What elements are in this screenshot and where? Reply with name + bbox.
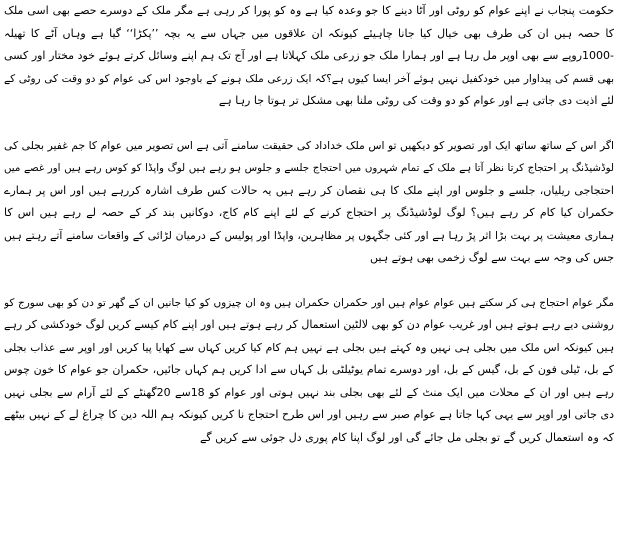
text-line: حکومت پنجاب نے اپنے عوام کو روٹی اور آٹا دینے کا جو وعدہ کیا ہے وہ کو پورا کر رہی ہے مگر ملک کے دوسرے حصے بھی اسی ملک (4, 4, 614, 17)
text-line: احتجاجی ریلیاں، جلسے و جلوس اور اپنے ملک کا ہی نقصان کر رہے ہیں یہ حالات کس طرف اشارہ کررہے ہیں اور اس پر ہمارے (4, 183, 614, 197)
paragraph-flour-promise (4, 0, 614, 113)
text-line: روشنی دیے رہے ہوتے ہیں اور غریب عوام دن کو بھی لالٹین استعمال کر رہے ہوتے ہیں اور اپنے کام کیسے کریں لوگ خودکشی کر رہے (4, 318, 614, 331)
paragraph-loadshedding-protest (4, 135, 614, 270)
text-line: اگر اس کے ساتھ ساتھ ایک اور تصویر کو دیکھیں تو اس ملک خداداد کی حقیقت سامنے آتی ہے اس تصویر میں عوام کا جم غفیر بجلی کی (4, 138, 614, 152)
text-line: رہے ہیں اور ان کے محلات میں ایک منٹ کے لئے بھی بجلی بند نہیں ہوتی اور عوام کو 18سے 20گھنٹے کے لئے آرام سے بجلی نہیں (4, 385, 614, 399)
text-line: جس کی وجہ سے بہت سے لوگ زخمی بھی ہوتے ہیں (370, 251, 614, 264)
paragraph-spacer (4, 113, 614, 135)
text-line: ہیں کیونکہ اس ملک میں بجلی ہی نہیں وہ کہتے ہیں بجلی ہے نہیں ہم کام کیا کریں کہاں سے کھایا پیا کریں اور اوپر سے عذاب بجلی (4, 340, 614, 354)
paragraph-spacer (4, 270, 614, 292)
paragraph-rulers-and-public (4, 292, 614, 450)
text-line: کا حصہ ہیں ان کی طرف بھی خیال کیا جانا چاہیئے کیونکہ ان علاقوں میں جہاں سے یہ بچہ ’’پکڑا‘‘ گیا ہے وہاں آٹے کا تھیلہ (4, 26, 614, 40)
text-line: دی جاتی اور اوپر سے یہی کہا جاتا ہے عوام صبر سے رہیں اور اس طرح احتجاج نا کریں کیونکہ ہم اللہ دین کا چراغ لے کے نہیں بیٹھے (4, 408, 614, 421)
text-line: کے بل، ٹیلی فون کے بل، گیس کے بل، اور دوسرے تمام یوٹیلٹی بل کہاں سے ادا کریں ہم کہاں جائیں، حکمران جو عوام کا خون چوس (4, 363, 614, 376)
text-line: -1000روپے سے بھی اوپر مل رہا ہے اور ہمارا ملک جو زرعی ملک کہلاتا ہے اور آج تک ہم اپنے وسائل کرتے ہوئے خود مختار اور کسی (4, 49, 614, 62)
text-line: بھی قسم کی پیداوار میں خودکفیل نہیں ہوئے آخر ایسا کیوں ہے؟کہ ایک زرعی ملک ہونے کے باوجود اس کی عوام کو دو وقت کی روٹی کے (4, 72, 614, 85)
text-line: لئے اذیت دی جاتی ہے اور عوام کو دو وقت کی روٹی ملنا بھی مشکل تر ہوتا جا رہا ہے (218, 94, 614, 107)
text-line: مگر عوام احتجاج ہی کر سکتے ہیں عوام عوام ہیں اور حکمران حکمران ہیں وہ ان چیزوں کو کیا جانیں ان کے گھر تو دن کو بھی سورج کو (4, 296, 614, 309)
text-line: کہ وہ استعمال کریں گے تو بجلی مل جائے گی اور لوگ اپنا کام پوری دل جوئی سے کریں گے (199, 430, 614, 444)
text-line: لوڈشیڈنگ پر احتجاج کرتا نظر آتا ہے ملک کے تمام شہروں میں احتجاج جلسے و جلوس ہو رہے ہیں لوگ واپڈا کو کوس رہے ہیں اور غصے میں (4, 162, 614, 174)
text-line: ہماری معیشت پر بہت بڑا اثر پڑ رہا ہے اور کئی جگہوں پر مظاہرین، واپڈا اور پولیس کے درمیان لڑائی کے واقعات سامنے آتے رہتے ہیں (4, 228, 614, 242)
text-line: حکمران کیا کام کر رہے ہیں؟ لوگ لوڈشیڈنگ پر احتجاج کرنے کے لئے اپنے کام کاج، دوکانیں بند کر کے حصہ لے رہے ہیں اس کا (4, 206, 614, 219)
